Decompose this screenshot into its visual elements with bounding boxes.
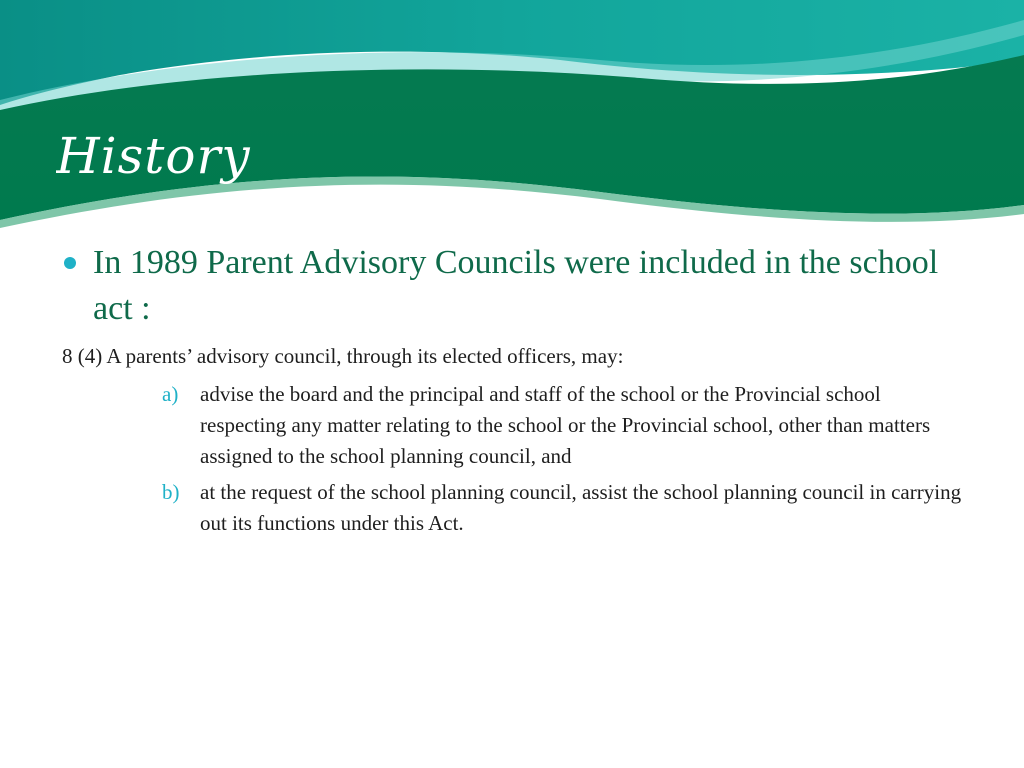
sub-list [62,379,962,539]
slide-content [62,240,962,544]
slide-title: History [56,127,251,184]
sub-item-b [162,477,962,539]
main-bullet [62,240,962,332]
bullet-dot-icon [64,257,76,269]
main-bullet-text: In 1989 Parent Advisory Councils were included in the school act : [93,244,939,327]
sub-item-marker: a) [162,382,179,406]
header-wave-banner [0,0,1024,230]
sub-item-a [162,379,962,472]
sub-item-text: advise the board and the principal and staff of the school or the Provincial school respecting any matter relating to the school or the Provincial school, other than matters assigned to the school planning council, and [200,382,931,468]
sub-item-marker: b) [162,480,180,504]
sub-item-text: at the request of the school planning council, assist the school planning council in carrying out its functions under this Act. [200,480,962,535]
section-heading: 8 (4) A parents’ advisory council, through its elected officers, may: [62,344,624,368]
